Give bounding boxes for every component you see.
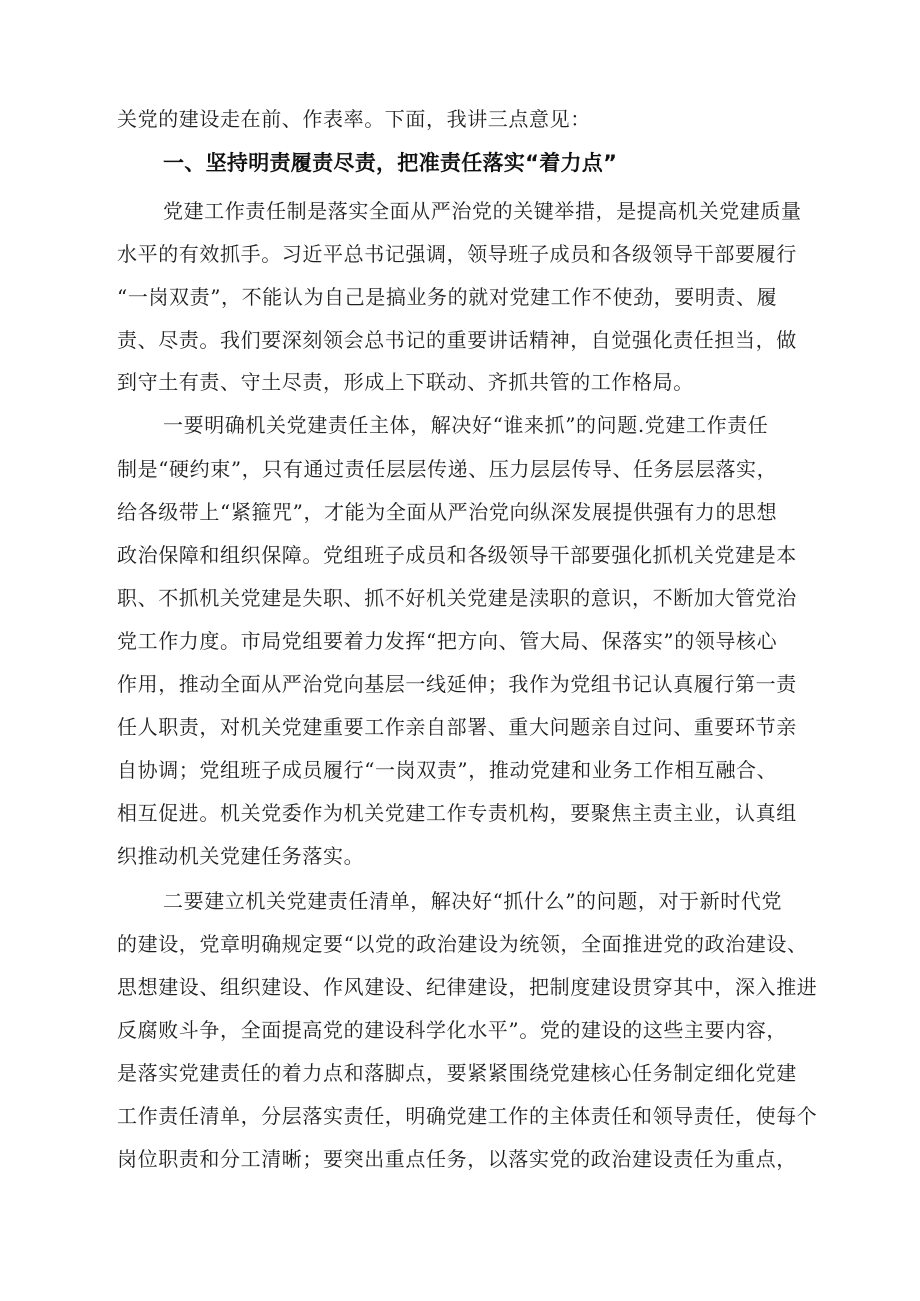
text-line: 政治保障和组织保障。党组班子成员和各级领导干部要强化抓机关党建是本	[117, 543, 797, 567]
text-line: 反腐败斗争，全面提高党的建设科学化水平”。党的建设的这些主要内容，	[117, 1018, 788, 1042]
text-line: 岗位职责和分工清晰；要突出重点任务，以落实党的政治建设责任为重点，	[117, 1147, 797, 1171]
text-line: 一要明确机关党建责任主体，解决好“谁来抓”的问题.党建工作责任	[163, 413, 769, 437]
text-line: 工作责任清单，分层落实责任，明确党建工作的主体责任和领导责任，使每个	[117, 1104, 818, 1128]
text-line: 党建工作责任制是落实全面从严治党的关键举措，是提高机关党建质量	[163, 199, 802, 223]
text-line: 到守土有责、守土尽责，形成上下联动、齐抓共管的工作格局。	[117, 370, 694, 394]
text-line: “一岗双责”，不能认为自己是搞业务的就对党建工作不使劲，要明责、履	[117, 285, 778, 309]
text-line: 党工作力度。市局党组要着力发挥“把方向、管大局、保落实”的领导核心	[117, 629, 778, 653]
text-line: 相互促进。机关党委作为机关党建工作专责机构，要聚焦主责主业，认真组	[117, 801, 797, 825]
intro-line: 关党的建设走在前、作表率。下面，我讲三点意见：	[117, 107, 591, 131]
text-line: 职、不抓机关党建是失职、抓不好机关党建是渎职的意识，不断加大管党治	[117, 586, 797, 610]
text-line: 织推动机关党建任务落实。	[117, 844, 365, 868]
text-line: 责、尽责。我们要深刻领会总书记的重要讲话精神，自觉强化责任担当，做	[117, 328, 797, 352]
text-line: 自协调；党组班子成员履行“一岗双责”，推动党建和业务工作相互融合、	[117, 758, 778, 782]
section-heading: 一、坚持明责履责尽责，把准责任落实“着力点”	[163, 151, 618, 175]
text-line: 给各级带上“紧箍咒”，才能为全面从严治党向纵深发展提供强有力的思想	[117, 500, 778, 524]
text-line: 水平的有效抓手。习近平总书记强调，领导班子成员和各级领导干部要履行	[117, 242, 797, 266]
text-line: 思想建设、组织建设、作风建设、纪律建设，把制度建设贯穿其中，深入推进	[117, 975, 818, 999]
text-line: 制是“硬约束”，只有通过责任层层传递、压力层层传导、任务层层落实，	[117, 457, 778, 481]
text-line: 二要建立机关党建责任清单，解决好“抓什么”的问题，对于新时代党	[163, 889, 783, 913]
text-line: 作用，推动全面从严治党向基层一线延伸；我作为党组书记认真履行第一责	[117, 672, 797, 696]
text-line: 是落实党建责任的着力点和落脚点，要紧紧围绕党建核心任务制定细化党建	[117, 1061, 797, 1085]
text-line: 的建设，党章明确规定要“以党的政治建设为统领，全面推进党的政治建设、	[117, 932, 808, 956]
text-line: 任人职责，对机关党建重要工作亲自部署、重大问题亲自过问、重要环节亲	[117, 715, 797, 739]
